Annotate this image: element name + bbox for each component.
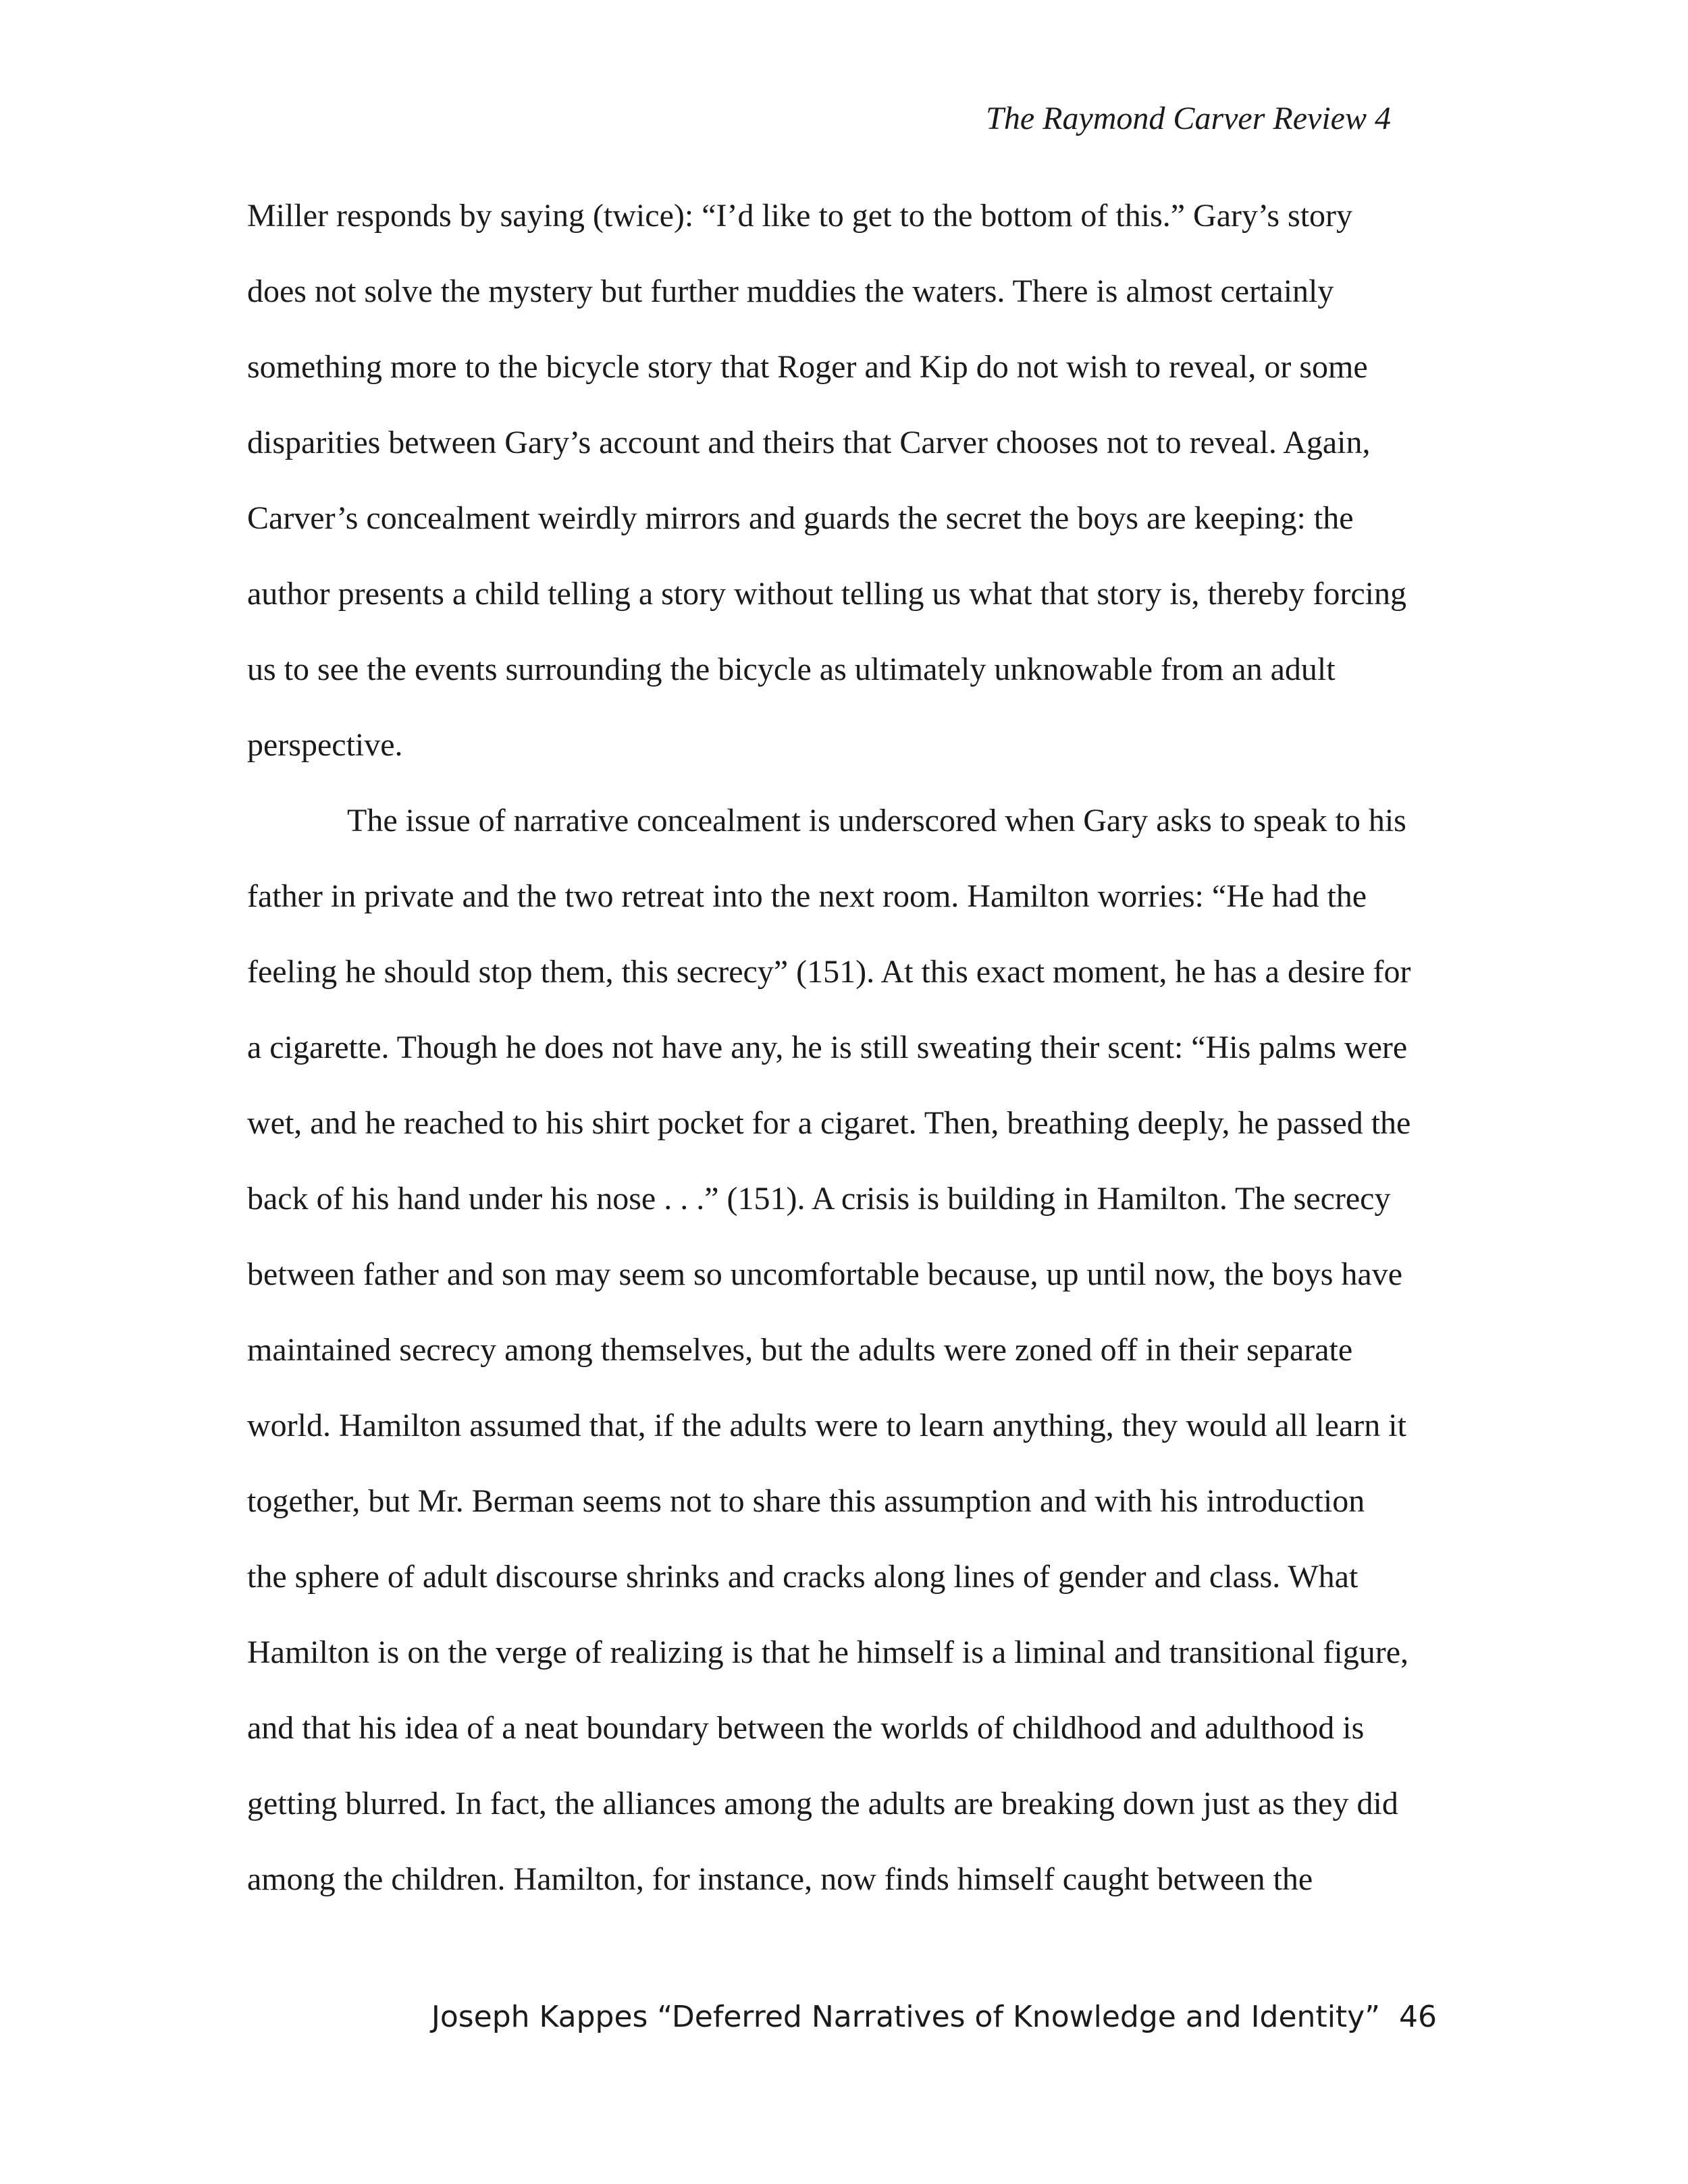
text-line: the sphere of adult discourse shrinks and cracks along lines of gender and class. What [247,1559,1359,1595]
text-line: does not solve the mystery but further muddies the waters. There is almost certainly [247,273,1334,309]
text-line: getting blurred. In fact, the alliances among the adults are breaking down just as they did [247,1786,1398,1821]
paragraph-first-line: The issue of narrative concealment is underscored when Gary asks to speak to his [347,803,1406,838]
text-line: Miller responds by saying (twice): “I’d like to get to the bottom of this.” Gary’s story [247,198,1353,234]
text-line: back of his hand under his nose . . .” (151). A crisis is building in Hamilton. The secrecy [247,1181,1391,1217]
text-line: maintained secrecy among themselves, but the adults were zoned off in their separate [247,1332,1353,1368]
text-line: Carver’s concealment weirdly mirrors and guards the secret the boys are keeping: the [247,500,1354,536]
text-line: among the children. Hamilton, for instance, now finds himself caught between the [247,1861,1313,1897]
page-number: 46 [1399,2000,1437,2034]
text-line: together, but Mr. Berman seems not to share this assumption and with his introduction [247,1483,1365,1519]
text-line: feeling he should stop them, this secrecy” (151). At this exact moment, he has a desire for [247,954,1411,990]
text-line: and that his idea of a neat boundary between the worlds of childhood and adulthood is [247,1710,1365,1746]
body-text [247,196,1442,1935]
text-line: Hamilton is on the verge of realizing is that he himself is a liminal and transitional figure, [247,1634,1409,1670]
text-line: disparities between Gary’s account and theirs that Carver chooses not to reveal. Again, [247,425,1371,460]
text-line: a cigarette. Though he does not have any, he is still sweating their scent: “His palms were [247,1030,1408,1065]
text-line: us to see the events surrounding the bicycle as ultimately unknowable from an adult [247,651,1336,687]
running-footer [405,1997,1437,2037]
text-line: something more to the bicycle story that Roger and Kip do not wish to reveal, or some [247,349,1368,385]
text-line: father in private and the two retreat into the next room. Hamilton worries: “He had the [247,878,1367,914]
footer-citation: Joseph Kappes “Deferred Narratives of Knowledge and Identity” [431,2000,1381,2034]
text-line: world. Hamilton assumed that, if the adults were to learn anything, they would all learn it [247,1408,1406,1443]
text-line: perspective. [247,727,403,763]
text-line: author presents a child telling a story without telling us what that story is, thereby forcing [247,576,1406,612]
text-line: between father and son may seem so uncomfortable because, up until now, the boys have [247,1256,1403,1292]
running-header: The Raymond Carver Review 4 [986,101,1391,136]
text-line: wet, and he reached to his shirt pocket for a cigaret. Then, breathing deeply, he passed the [247,1105,1411,1141]
